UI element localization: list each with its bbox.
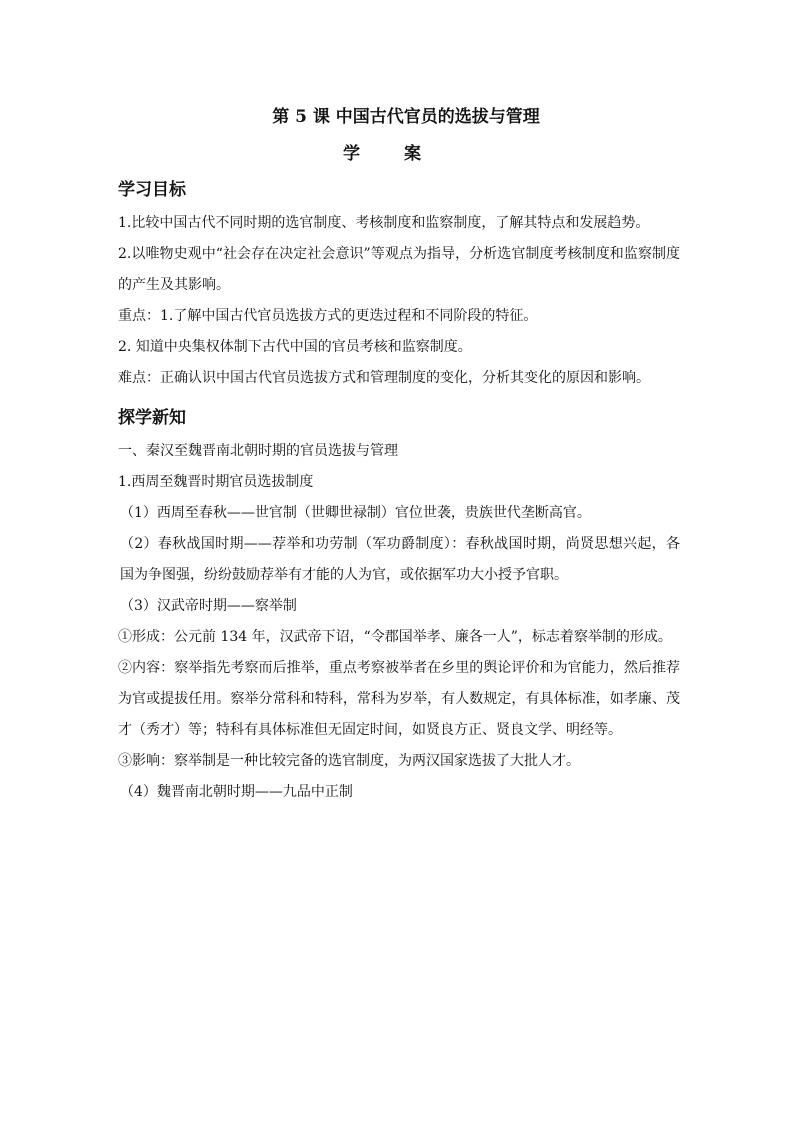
document-title: 第 5 课 中国古代官员的选拔与管理: [272, 107, 540, 127]
subsection-heading-qin-han: 一、秦汉至魏晋南北朝时期的官员选拔与管理: [118, 443, 398, 459]
goal-paragraph-2: 2.以唯物史观中“社会存在决定社会意识”等观点为指导，分析选官制度考核制度和监察制度的产生及其影响。: [118, 246, 680, 293]
document-subtitle: 学案: [343, 144, 465, 164]
item-impact: ③影响：察举制是一种比较完备的选官制度，为两汉国家选拔了大批人才。: [118, 753, 580, 769]
item-formation: ①形成：公元前 134 年，汉武帝下诏，“令郡国举孝、廉各一人”，标志着察举制的形成。: [118, 629, 672, 645]
item-warring-states: （2）春秋战国时期——荐举和功劳制（军功爵制度）：春秋战国时期，尚贤思想兴起，各国为争图强，纷纷鼓励荐举有才能的人为官，或依据军功大小授予官职。: [120, 536, 680, 583]
item-han-wudi: （3）汉武帝时期——察举制: [120, 598, 297, 614]
key-point-1: 重点：1.了解中国古代官员选拔方式的更迭过程和不同阶段的特征。: [118, 308, 538, 324]
item-wei-jin: （4）魏晋南北朝时期——九品中正制: [120, 784, 353, 800]
key-point-2: 2. 知道中央集权体制下古代中国的官员考核和监察制度。: [118, 339, 472, 355]
document-page: [118, 98, 680, 808]
subsection-heading-selection: 1.西周至魏晋时期官员选拔制度: [118, 474, 314, 490]
item-zhou-spring-autumn: （1）西周至春秋——世官制（世卿世禄制）官位世袭，贵族世代垄断高官。: [120, 505, 591, 521]
difficulty-paragraph: 难点：正确认识中国古代官员选拔方式和管理制度的变化，分析其变化的原因和影响。: [118, 370, 650, 386]
section-heading-learning-goals: 学习目标: [118, 180, 186, 200]
item-content: ②内容：察举指先考察而后推举，重点考察被举者在乡里的舆论评价和为官能力，然后推荐为官或提拔任用。察举分常科和特科，常科为岁举，有人数规定，有具体标准，如孝廉、茂才（秀才）等；特科有具体标准但无固定时间，如贤良方正、贤良文学、明经等。: [118, 660, 680, 738]
section-heading-new-knowledge: 探学新知: [118, 408, 186, 428]
goal-paragraph-1: 1.比较中国古代不同时期的选官制度、考核制度和监察制度，了解其特点和发展趋势。: [118, 215, 650, 231]
